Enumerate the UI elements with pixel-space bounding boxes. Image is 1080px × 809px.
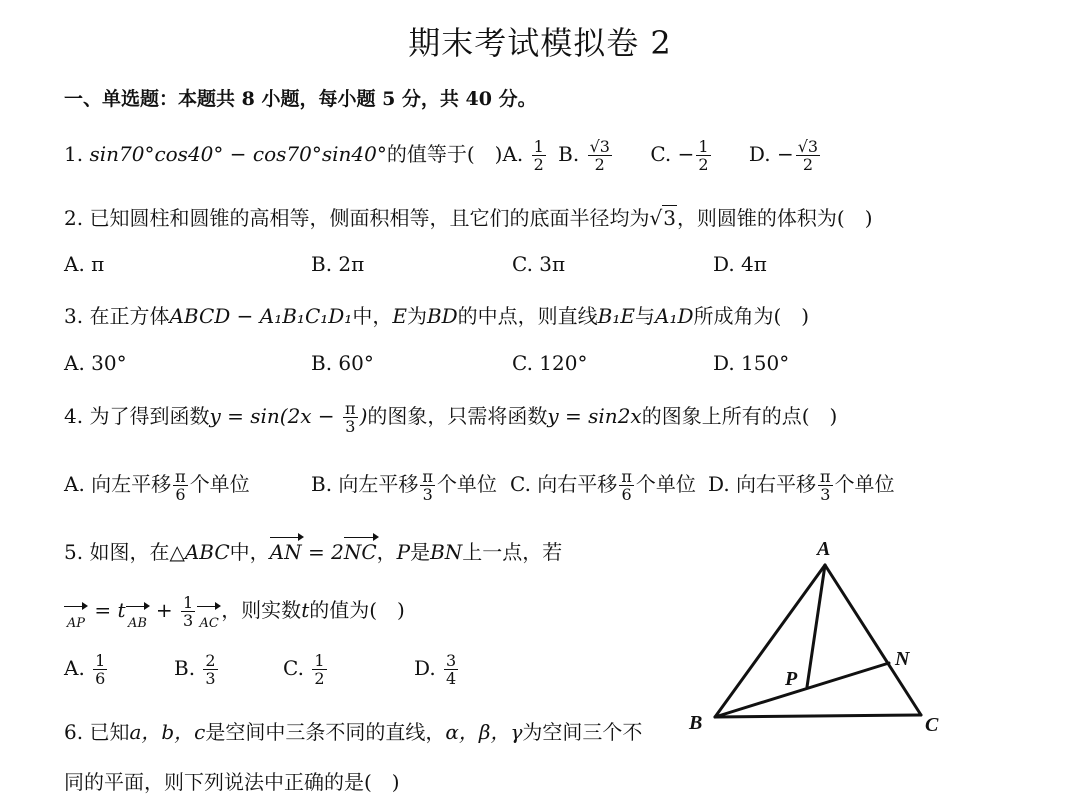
page-title: 期末考试模拟卷 2	[408, 24, 672, 62]
question-5-line-1: 5. 如图，在△ABC中，AN = 2NC，P是BN上一点，若	[64, 540, 563, 564]
question-3: 3. 在正方体ABCD − A₁B₁C₁D₁中，E为BD的中点，则直线B₁E与A₁D所成角为( )	[64, 304, 810, 328]
question-4: 4. 为了得到函数y = sin(2x − $\frac{\pi}{3}$ )的图象，只需将函数y = sin2x的图象上所有的点( )	[64, 399, 838, 436]
q2-option-a: A. π	[64, 252, 105, 276]
q5-option-a: A. $\frac{1}{6}$	[64, 651, 106, 688]
q2-option-d: D. 4π	[713, 252, 767, 276]
label-a: A	[817, 538, 831, 560]
q5-option-c: C. $\frac{1}{2}$	[283, 651, 325, 688]
q5-option-b: B. $\frac{2}{3}$	[174, 651, 216, 688]
question-2: 2. 已知圆柱和圆锥的高相等，侧面积相等，且它们的底面半径均为√3，则圆锥的体积为( )	[64, 206, 873, 230]
q4-option-c: C. 向右平移 $\frac{\pi}{6}$ 个单位	[510, 467, 696, 504]
q2-option-b: B. 2π	[311, 252, 365, 276]
side-ac	[825, 565, 921, 715]
q1-expression: sin70°cos40° − cos70°sin40°	[89, 142, 387, 166]
q2-tail: ，则圆锥的体积为( )	[676, 206, 873, 230]
question-5-line-2: AP = tAB + $\frac{1}{3}$ AC，则实数t的值为( )	[64, 594, 405, 631]
segment-bn	[715, 663, 889, 717]
segment-ap	[807, 565, 825, 687]
triangle-figure	[685, 535, 955, 750]
side-ab	[715, 565, 825, 717]
question-6-line-2: 同的平面，则下列说法中正确的是( )	[64, 770, 400, 794]
q4-option-a: A. 向左平移 $\frac{\pi}{6}$ 个单位	[64, 467, 250, 504]
label-n: N	[895, 648, 910, 670]
question-6-line-1: 6. 已知a，b，c是空间中三条不同的直线，α，β，γ为空间三个不	[64, 720, 643, 744]
label-p: P	[785, 668, 798, 690]
q1-option-c: C. − $\frac{1}{2}$	[650, 137, 709, 174]
question-1	[64, 138, 822, 173]
q1-stem: 的值等于( )	[386, 142, 503, 166]
q1-option-d: D. − $\frac{√3}{2}$	[748, 137, 819, 174]
q2-option-c: C. 3π	[512, 252, 566, 276]
q3-option-b: B. 60°	[311, 351, 374, 375]
q1-option-a: A. $\frac{1}{2}$	[502, 137, 544, 174]
q3-option-d: D. 150°	[713, 351, 790, 375]
q3-option-a: A. 30°	[64, 351, 127, 375]
q3-cube: ABCD − A₁B₁C₁D₁	[169, 304, 353, 328]
q1-prefix: 1.	[64, 142, 90, 166]
q5-option-d: D. $\frac{3}{4}$	[414, 651, 457, 688]
q3-option-c: C. 120°	[512, 351, 588, 375]
side-bc	[715, 715, 921, 717]
q4-function-2: y = sin2x	[547, 404, 642, 428]
q4-option-d: D. 向右平移 $\frac{\pi}{3}$ 个单位	[708, 467, 895, 504]
q1-option-b: B. $\frac{√3}{2}$	[558, 137, 610, 174]
label-b: B	[689, 712, 703, 734]
section-heading: 一、单选题：本题共 8 小题，每小题 5 分，共 40 分。	[64, 88, 537, 110]
q2-sqrt: 3	[663, 206, 676, 230]
label-c: C	[925, 714, 939, 736]
q4-option-b: B. 向左平移 $\frac{\pi}{3}$ 个单位	[311, 467, 497, 504]
q4-function-1: y = sin(2x −	[209, 404, 342, 428]
q2-stem: 2. 已知圆柱和圆锥的高相等，侧面积相等，且它们的底面半径均为	[64, 206, 650, 230]
